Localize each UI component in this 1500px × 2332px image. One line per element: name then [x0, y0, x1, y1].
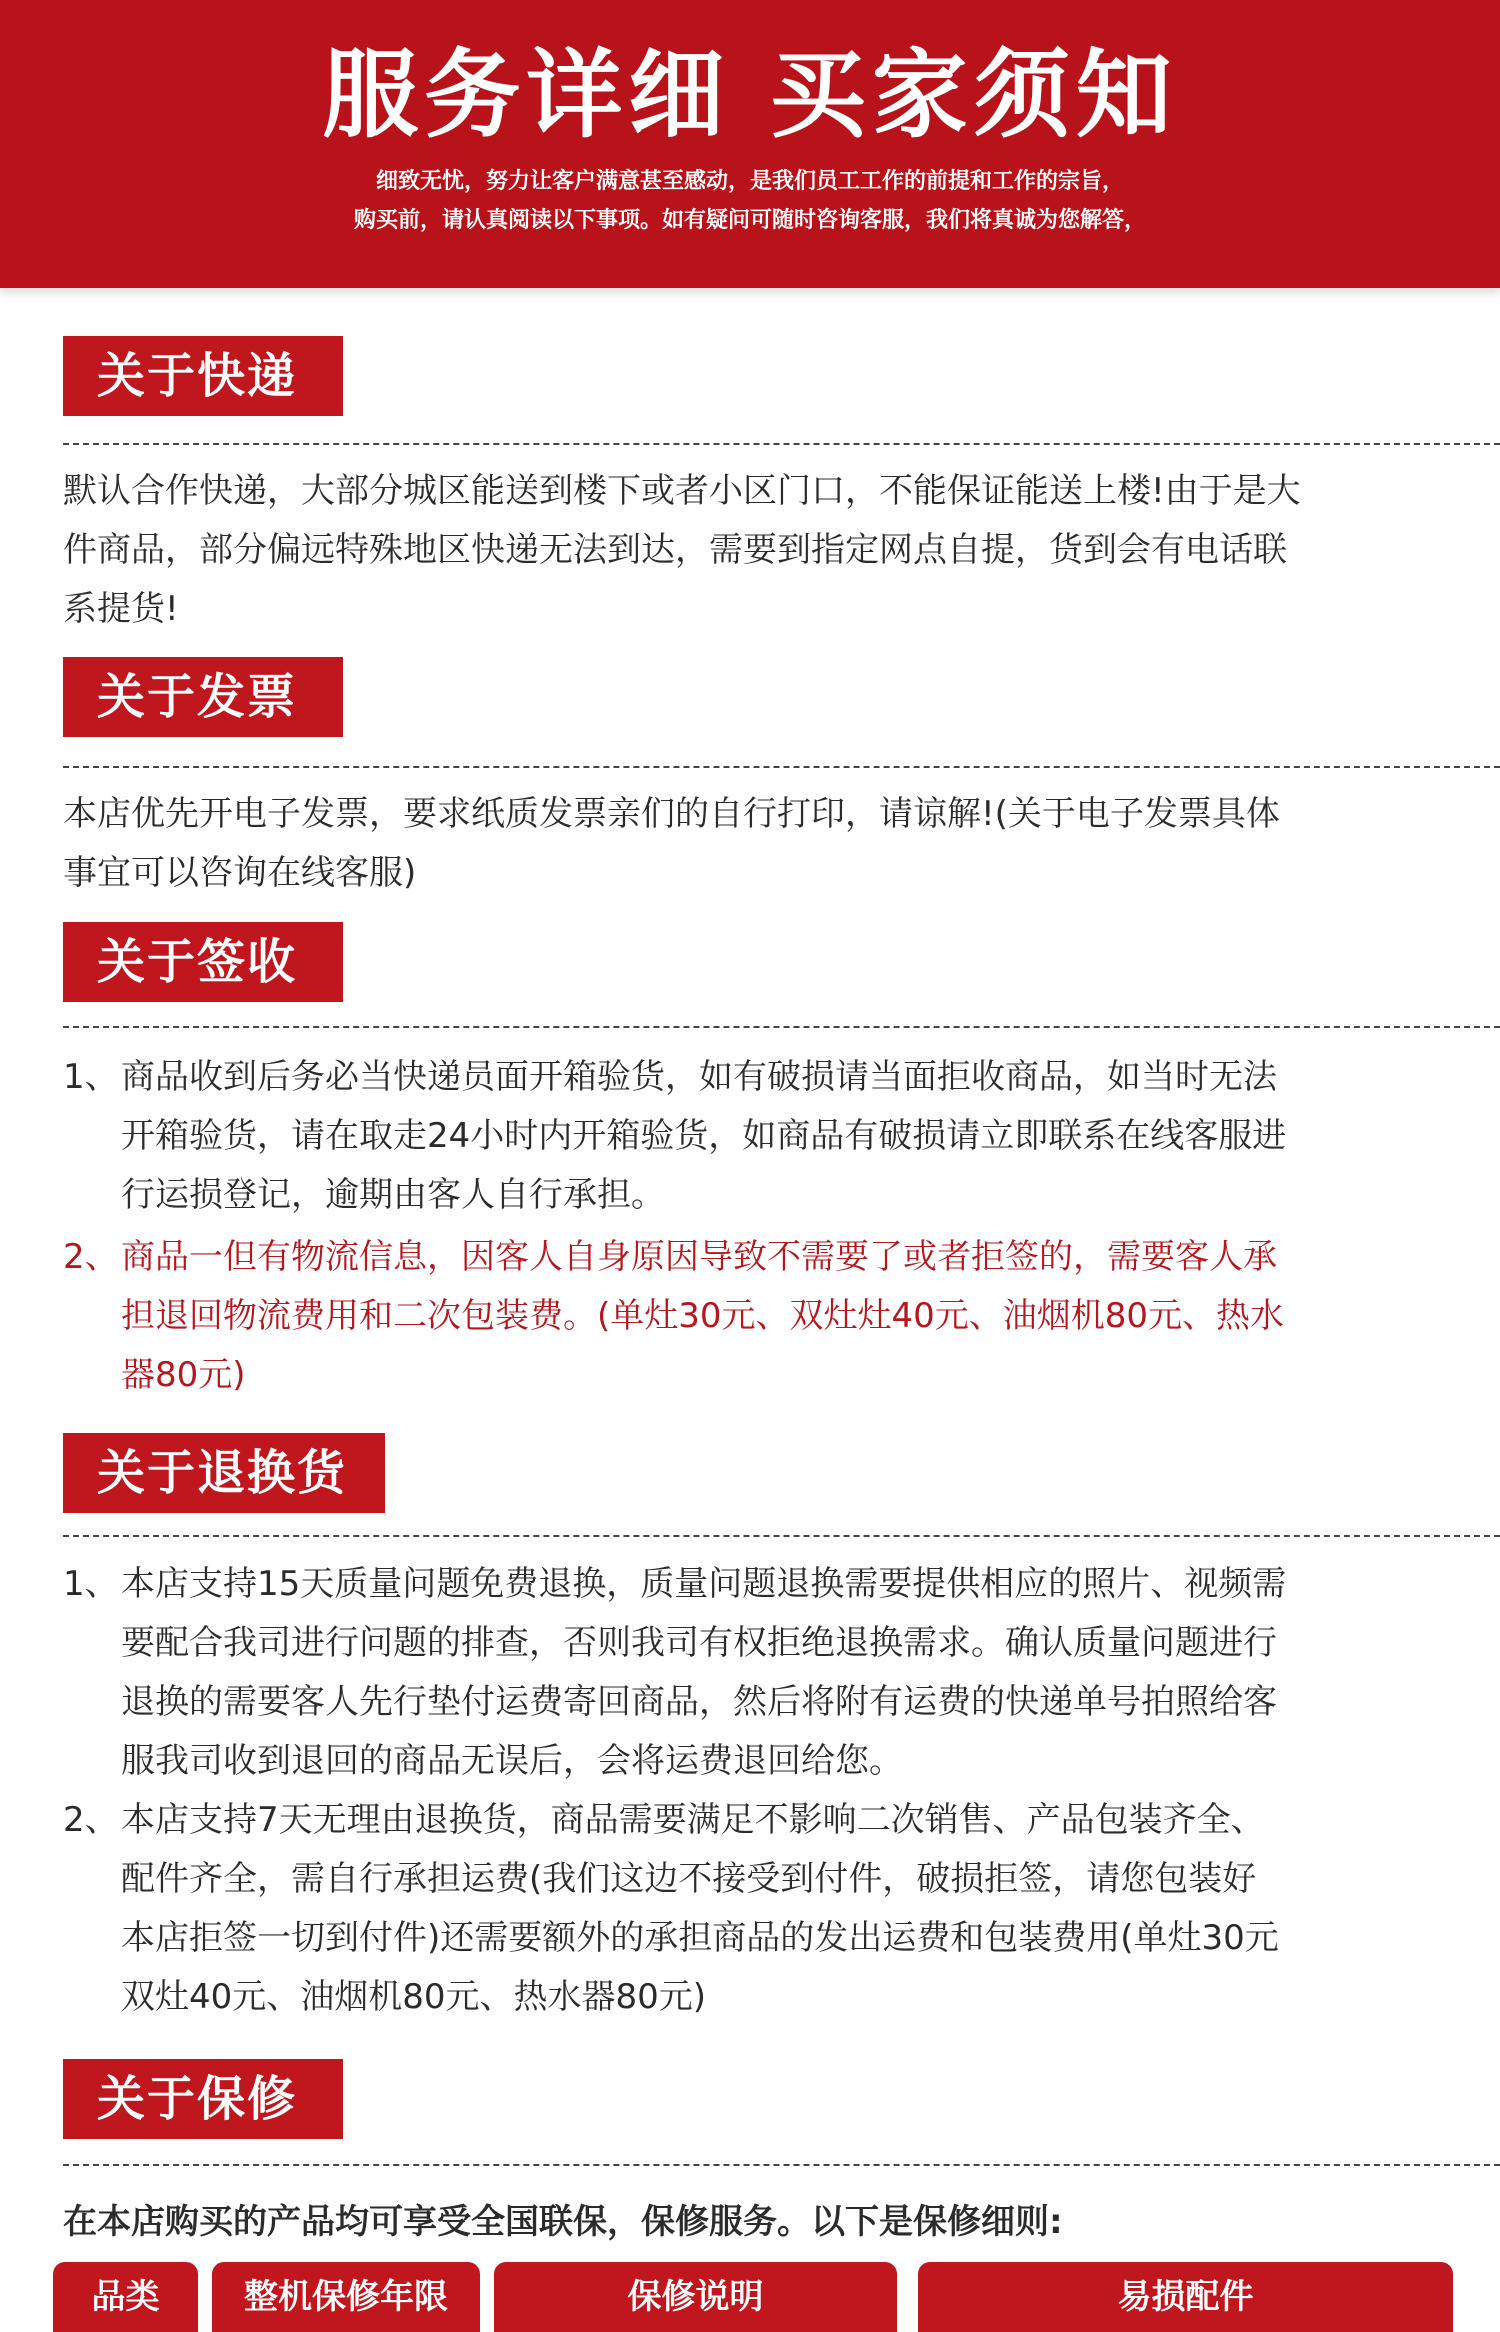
page-title: 服务详细 买家须知 — [322, 39, 1178, 151]
text-line: 本店支持7天无理由退换货，商品需要满足不影响二次销售、产品包装齐全、 — [121, 1800, 1265, 1840]
item-number: 2、 — [63, 1237, 119, 1277]
item-number: 1、 — [63, 1057, 119, 1097]
item-number: 2、 — [63, 1800, 119, 1840]
section-divider — [63, 1026, 1500, 1028]
section-label-receipt: 关于签收 — [63, 922, 343, 1002]
text-line: 要配合我司进行问题的排查，否则我司有权拒绝退换需求。确认质量问题进行 — [121, 1623, 1277, 1663]
section-label-warranty: 关于保修 — [63, 2059, 343, 2139]
text-line: 行运损登记，逾期由客人自行承担。 — [121, 1175, 665, 1215]
text-line: 本店支持15天质量问题免费退换，质量问题退换需要提供相应的照片、视频需 — [121, 1564, 1287, 1604]
item-number: 1、 — [63, 1564, 119, 1604]
section-label-returns: 关于退换货 — [63, 1433, 385, 1513]
warranty-intro: 在本店购买的产品均可享受全国联保，保修服务。以下是保修细则: — [63, 2202, 1063, 2242]
table-header-wear-parts: 易损配件 — [918, 2262, 1453, 2332]
text-line: 本店优先开电子发票，要求纸质发票亲们的自行打印，请谅解!(关于电子发票具体 — [63, 794, 1280, 834]
text-line: 商品收到后务必当快递员面开箱验货，如有破损请当面拒收商品，如当时无法 — [121, 1057, 1277, 1097]
text-line: 开箱验货，请在取走24小时内开箱验货，如商品有破损请立即联系在线客服进 — [121, 1116, 1287, 1156]
section-label-express: 关于快递 — [63, 336, 343, 416]
section-divider — [63, 766, 1500, 768]
table-header-category: 品类 — [53, 2262, 198, 2332]
section-divider — [63, 1535, 1500, 1537]
text-line: 双灶40元、油烟机80元、热水器80元) — [121, 1977, 707, 2017]
list-item — [63, 1555, 1443, 1791]
header-banner — [0, 0, 1500, 288]
list-item — [63, 1791, 1443, 2027]
text-line: 服我司收到退回的商品无误后，会将运费退回给您。 — [121, 1741, 903, 1781]
express-text — [63, 462, 1443, 639]
text-line: 默认合作快递，大部分城区能送到楼下或者小区门口，不能保证能送上楼!由于是大 — [63, 471, 1301, 511]
text-line: 事宜可以咨询在线客服) — [63, 853, 417, 893]
list-item-highlight — [63, 1228, 1443, 1405]
table-header-warranty-notes: 保修说明 — [494, 2262, 897, 2332]
header-subtitle-1: 细致无忧，努力让客户满意甚至感动，是我们员工工作的前提和工作的宗旨， — [375, 169, 1124, 194]
text-line: 商品一但有物流信息，因客人自身原因导致不需要了或者拒签的，需要客人承 — [121, 1237, 1277, 1277]
text-line: 器80元) — [121, 1355, 246, 1395]
text-line: 本店拒签一切到付件)还需要额外的承担商品的发出运费和包装费用(单灶30元 — [121, 1918, 1279, 1958]
section-divider — [63, 443, 1500, 445]
header-subtitle-2: 购买前，请认真阅读以下事项。如有疑问可随时咨询客服，我们将真诚为您解答， — [353, 208, 1146, 233]
invoice-text — [63, 785, 1443, 903]
text-line: 系提货! — [63, 589, 179, 629]
text-line: 配件齐全，需自行承担运费(我们这边不接受到付件，破损拒签，请您包装好 — [121, 1859, 1257, 1899]
section-divider — [63, 2164, 1500, 2166]
text-line: 担退回物流费用和二次包装费。(单灶30元、双灶灶40元、油烟机80元、热水 — [121, 1296, 1285, 1336]
text-line: 件商品，部分偏远特殊地区快递无法到达，需要到指定网点自提，货到会有电话联 — [63, 530, 1287, 570]
text-line: 退换的需要客人先行垫付运费寄回商品，然后将附有运费的快递单号拍照给客 — [121, 1682, 1277, 1722]
table-header-warranty-years: 整机保修年限 — [212, 2262, 480, 2332]
section-label-invoice: 关于发票 — [63, 657, 343, 737]
list-item — [63, 1048, 1443, 1225]
